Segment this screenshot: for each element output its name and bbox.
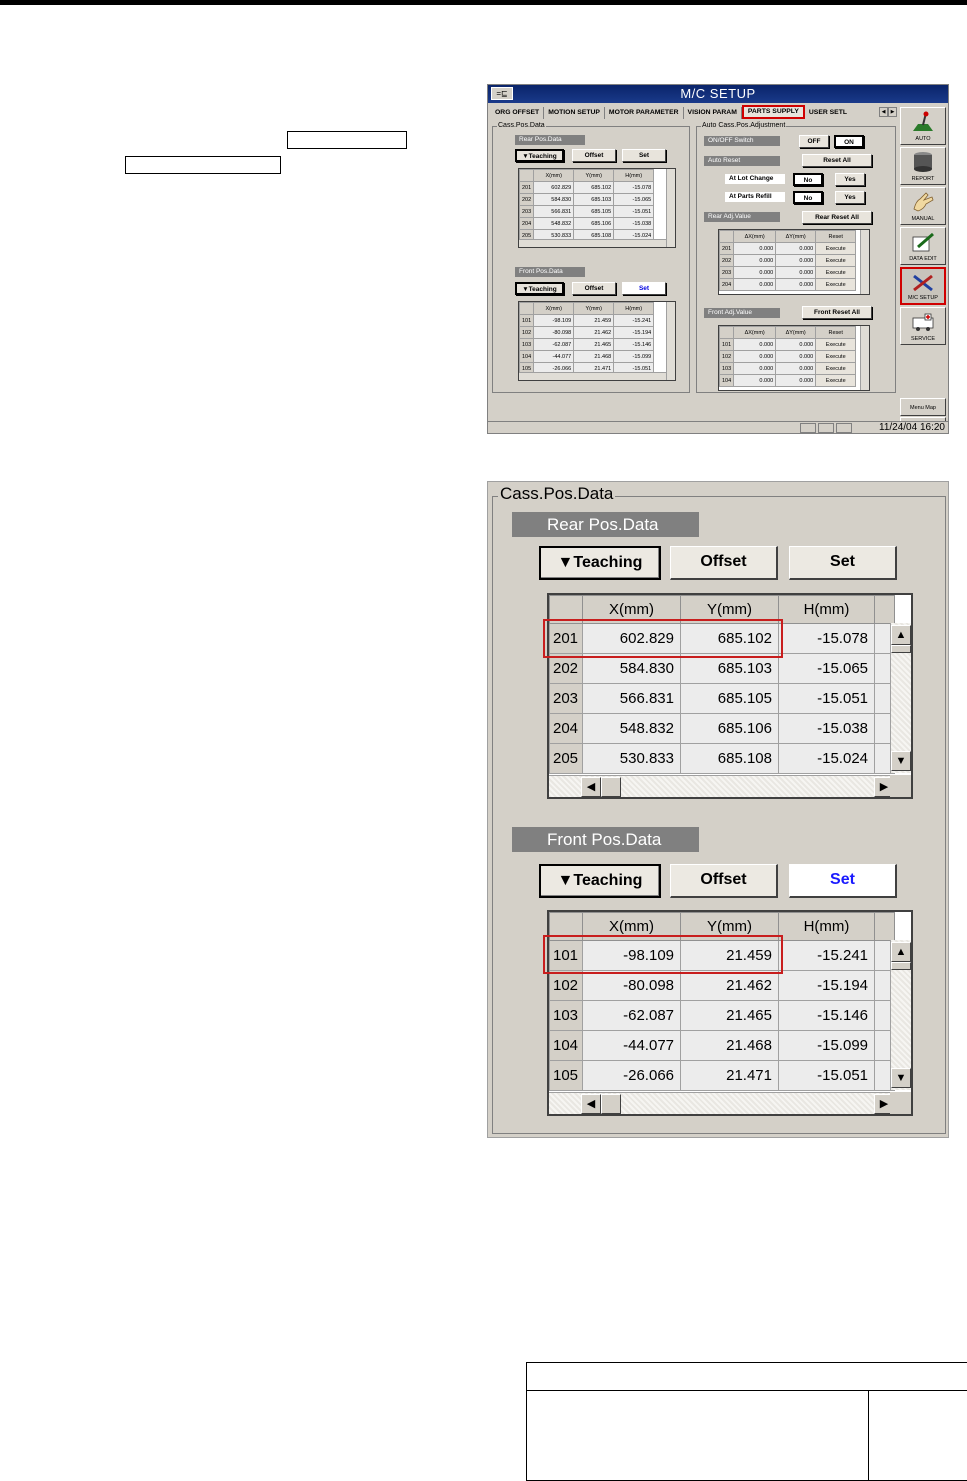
- execute-button[interactable]: Execute: [816, 339, 856, 351]
- side-btn-data-edit[interactable]: DATA EDIT: [900, 227, 946, 265]
- edit-document-icon: [910, 231, 936, 253]
- vertical-scrollbar[interactable]: [890, 623, 911, 773]
- column-header: X(mm): [534, 170, 574, 182]
- column-header: [520, 303, 534, 315]
- front-teaching-button[interactable]: ▼Teaching: [539, 864, 661, 898]
- horizontal-scrollbar[interactable]: [519, 239, 666, 247]
- table-row[interactable]: 203 0.000 0.000 Execute: [720, 267, 856, 279]
- front-pos-table: [518, 301, 676, 381]
- rear-offset-button[interactable]: Offset: [670, 546, 778, 580]
- tools-icon: [910, 272, 936, 294]
- vertical-scrollbar[interactable]: [860, 326, 869, 390]
- rear-pos-table: [518, 168, 676, 248]
- parts-refill-yes-button[interactable]: Yes: [835, 191, 865, 204]
- database-icon: [910, 151, 936, 173]
- rear-pos-label: Rear Pos.Data: [512, 512, 699, 537]
- reference-box: [125, 156, 281, 174]
- horizontal-scrollbar[interactable]: [549, 1092, 894, 1114]
- column-header: Y(mm): [574, 303, 614, 315]
- execute-button[interactable]: Execute: [816, 351, 856, 363]
- column-header: Y(mm): [574, 170, 614, 182]
- scroll-up-icon[interactable]: ▲: [891, 625, 911, 645]
- rear-teaching-button[interactable]: ▼Teaching: [539, 546, 661, 580]
- table-row[interactable]: 105 -26.066 21.471 -15.051: [520, 363, 654, 375]
- tab-vision-param[interactable]: VISION PARAM: [684, 107, 742, 119]
- column-header: H(mm): [614, 170, 654, 182]
- document-info-box: [526, 1362, 967, 1481]
- table-row[interactable]: 104 0.000 0.000 Execute: [720, 375, 856, 387]
- column-header: H(mm): [779, 913, 875, 941]
- tab-scroll-right-icon[interactable]: ▶: [888, 107, 897, 117]
- front-set-button[interactable]: Set: [622, 282, 666, 295]
- side-btn-service[interactable]: SERVICE: [900, 307, 946, 345]
- table-row[interactable]: 202 584.830 685.103 -15.065: [550, 654, 895, 684]
- table-row[interactable]: 201 602.829 685.102 -15.078: [520, 182, 654, 194]
- front-adj-table: ΔX(mm) ΔY(mm) Reset 101 0.000 0.000 Execute 102 0.000 0.000 Execute 103 0.000 0.000 Execute 104 0.000 0.000 Execute: [718, 325, 870, 391]
- group-title: Cass.Pos.Data: [498, 122, 545, 129]
- scroll-down-icon[interactable]: ▼: [891, 1068, 911, 1088]
- rear-adj-label: Rear Adj.Value: [704, 212, 780, 222]
- table-row[interactable]: 103 -62.087 21.465 -15.146: [550, 1001, 895, 1031]
- table-row[interactable]: 105 -26.066 21.471 -15.051: [550, 1061, 895, 1091]
- vertical-scrollbar[interactable]: [666, 302, 675, 380]
- front-pos-label: Front Pos.Data: [515, 267, 585, 277]
- side-btn-auto[interactable]: AUTO: [900, 107, 946, 145]
- column-header: Y(mm): [681, 913, 779, 941]
- horizontal-scrollbar[interactable]: [519, 372, 666, 380]
- tab-motor-parameter[interactable]: MOTOR PARAMETER: [605, 107, 684, 119]
- tab-scroll-arrows: [879, 107, 897, 117]
- front-offset-button[interactable]: Offset: [670, 864, 778, 898]
- menu-map-button[interactable]: Menu Map: [900, 398, 946, 416]
- vertical-scrollbar[interactable]: [860, 230, 869, 294]
- vertical-scrollbar[interactable]: [890, 940, 911, 1090]
- tab-parts-supply[interactable]: PARTS SUPPLY: [742, 105, 805, 119]
- scroll-corner: [890, 1092, 911, 1114]
- front-teaching-button[interactable]: ▼Teaching: [515, 282, 564, 295]
- rear-set-button[interactable]: Set: [622, 149, 666, 162]
- table-row[interactable]: 204 0.000 0.000 Execute: [720, 279, 856, 291]
- table-row[interactable]: 102 -80.098 21.462 -15.194: [520, 327, 654, 339]
- status-clock: 11/24/04 16:20: [879, 422, 945, 433]
- column-header: H(mm): [614, 303, 654, 315]
- at-parts-refill-label: At Parts Refill: [725, 192, 785, 202]
- column-header: [520, 170, 534, 182]
- column-header: Y(mm): [681, 596, 779, 624]
- on-button[interactable]: ON: [834, 135, 864, 148]
- table-row[interactable]: 103 0.000 0.000 Execute: [720, 363, 856, 375]
- table-row[interactable]: 204 548.832 685.106 -15.038: [520, 218, 654, 230]
- front-offset-button[interactable]: Offset: [572, 282, 616, 295]
- tab-org-offset[interactable]: ORG OFFSET: [491, 107, 544, 119]
- scroll-left-icon[interactable]: ◀: [581, 777, 601, 797]
- rear-adj-table: ΔX(mm) ΔY(mm) Reset 201 0.000 0.000 Execute 202 0.000 0.000 Execute 203 0.000 0.000 Execute 204 0.000 0.000 Execute: [718, 229, 870, 295]
- execute-button[interactable]: Execute: [816, 279, 856, 291]
- scroll-right-icon[interactable]: ▶: [874, 1094, 894, 1114]
- rear-reset-all-button[interactable]: Rear Reset All: [802, 211, 872, 224]
- scroll-thumb[interactable]: [891, 645, 911, 653]
- side-btn-mc-setup[interactable]: M/C SETUP: [900, 267, 946, 305]
- scroll-corner: [890, 775, 911, 797]
- app-icon[interactable]: =⊑: [491, 87, 513, 100]
- column-header: X(mm): [583, 913, 681, 941]
- scroll-thumb[interactable]: [601, 777, 621, 797]
- table-row[interactable]: 201 0.000 0.000 Execute: [720, 243, 856, 255]
- scroll-down-icon[interactable]: ▼: [891, 751, 911, 771]
- scroll-thumb[interactable]: [891, 962, 911, 970]
- rear-teaching-button[interactable]: ▼Teaching: [515, 149, 564, 162]
- execute-button[interactable]: Execute: [816, 267, 856, 279]
- table-row[interactable]: 102 -80.098 21.462 -15.194: [550, 971, 895, 1001]
- execute-button[interactable]: Execute: [816, 255, 856, 267]
- execute-button[interactable]: Execute: [816, 375, 856, 387]
- front-reset-all-button[interactable]: Front Reset All: [802, 306, 872, 319]
- table-row[interactable]: 102 0.000 0.000 Execute: [720, 351, 856, 363]
- table-row[interactable]: 201 602.829 685.102 -15.078: [550, 624, 895, 654]
- front-set-button[interactable]: Set: [789, 864, 897, 898]
- scroll-up-icon[interactable]: ▲: [891, 942, 911, 962]
- scroll-thumb[interactable]: [601, 1094, 621, 1114]
- table-row[interactable]: 101 -98.109 21.459 -15.241: [550, 941, 895, 971]
- table-row[interactable]: 202 584.830 685.103 -15.065: [520, 194, 654, 206]
- status-bar: [488, 421, 948, 433]
- column-header: H(mm): [779, 596, 875, 624]
- group-title: Auto Cass.Pos.Adjustment: [702, 122, 786, 129]
- table-row[interactable]: 203 566.831 685.105 -15.051: [550, 684, 895, 714]
- rear-pos-label: Rear Pos.Data: [515, 135, 585, 145]
- table-row[interactable]: 103 -62.087 21.465 -15.146: [520, 339, 654, 351]
- scroll-left-icon[interactable]: ◀: [581, 1094, 601, 1114]
- reference-box: [287, 131, 407, 149]
- lot-change-no-button[interactable]: No: [793, 173, 823, 186]
- reset-all-button[interactable]: Reset All: [802, 154, 872, 167]
- column-header: X(mm): [534, 303, 574, 315]
- status-cell: [836, 423, 852, 433]
- side-btn-report[interactable]: REPORT: [900, 147, 946, 185]
- highlight-row-101: [543, 935, 783, 974]
- lot-change-yes-button[interactable]: Yes: [835, 173, 865, 186]
- horizontal-scrollbar[interactable]: [549, 775, 894, 797]
- tab-motion-setup[interactable]: MOTION SETUP: [544, 107, 605, 119]
- divider: [868, 1390, 869, 1481]
- column-header: X(mm): [583, 596, 681, 624]
- vertical-scrollbar[interactable]: [666, 169, 675, 247]
- at-lot-change-label: At Lot Change: [725, 174, 785, 184]
- off-button[interactable]: OFF: [799, 135, 829, 148]
- parts-refill-no-button[interactable]: No: [793, 191, 823, 204]
- onoff-switch-label: ON/OFF Switch: [704, 136, 780, 146]
- table-row[interactable]: 104 -44.077 21.468 -15.099: [550, 1031, 895, 1061]
- status-cell: [818, 423, 834, 433]
- window-titlebar: [488, 85, 948, 103]
- cass-pos-data-title: Cass.Pos.Data: [500, 484, 614, 503]
- table-row[interactable]: 101 -98.109 21.459 -15.241: [520, 315, 654, 327]
- cass-pos-data-zoom: [487, 481, 949, 1138]
- auto-reset-label: Auto Reset: [704, 156, 780, 166]
- joystick-icon: [910, 111, 936, 133]
- tab-user-setup[interactable]: USER SETL: [808, 109, 848, 116]
- window-title: M/C SETUP: [680, 86, 756, 101]
- table-row[interactable]: 203 566.831 685.105 -15.051: [520, 206, 654, 218]
- table-row[interactable]: 204 548.832 685.106 -15.038: [550, 714, 895, 744]
- table-row[interactable]: 205 530.833 685.108 -15.024: [520, 230, 654, 242]
- table-row[interactable]: 101 0.000 0.000 Execute: [720, 339, 856, 351]
- tab-bar: [491, 105, 899, 119]
- rear-set-button[interactable]: Set: [789, 546, 897, 580]
- mc-setup-screenshot: [487, 84, 949, 434]
- page-top-rule: [0, 0, 967, 5]
- side-btn-manual[interactable]: MANUAL: [900, 187, 946, 225]
- hand-icon: [910, 191, 936, 213]
- table-row[interactable]: 202 0.000 0.000 Execute: [720, 255, 856, 267]
- divider: [527, 1390, 967, 1391]
- execute-button[interactable]: Execute: [816, 243, 856, 255]
- status-cell: [800, 423, 816, 433]
- table-row[interactable]: 104 -44.077 21.468 -15.099: [520, 351, 654, 363]
- tab-scroll-left-icon[interactable]: ◀: [879, 107, 888, 117]
- table-row[interactable]: 205 530.833 685.108 -15.024: [550, 744, 895, 774]
- front-adj-label: Front Adj.Value: [704, 308, 780, 318]
- front-pos-label: Front Pos.Data: [512, 827, 699, 852]
- highlight-row-201: [543, 619, 783, 658]
- scroll-right-icon[interactable]: ▶: [874, 777, 894, 797]
- execute-button[interactable]: Execute: [816, 363, 856, 375]
- rear-offset-button[interactable]: Offset: [572, 149, 616, 162]
- ambulance-icon: [910, 311, 936, 333]
